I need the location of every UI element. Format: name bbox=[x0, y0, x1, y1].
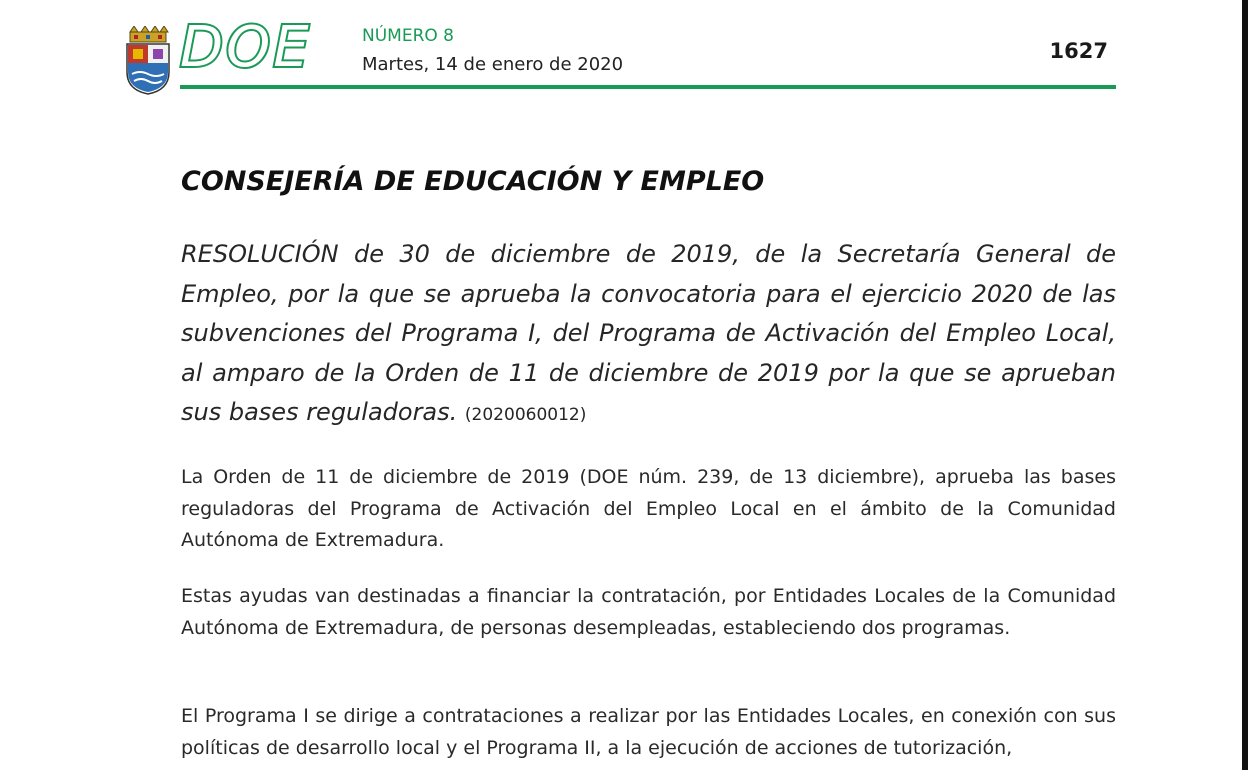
issue-number: NÚMERO 8 bbox=[362, 26, 454, 46]
resolution-title-text: RESOLUCIÓN de 30 de diciembre de 2019, de la Secretaría General de Empleo, por la que se aprueba la convocatoria para el ejercicio 2020 de las subvenciones del Programa I, del Programa de Activación del Empleo Local, al amparo de la Orden de 11 de diciembre de 2019 por la que se aprueban sus bases reguladoras. bbox=[181, 240, 1116, 426]
coat-of-arms-icon bbox=[124, 26, 172, 96]
resolution-reference: (2020060012) bbox=[464, 405, 587, 425]
resolution-title bbox=[181, 235, 1116, 436]
body-paragraph: La Orden de 11 de diciembre de 2019 (DOE núm. 239, de 13 diciembre), aprueba las bases reguladoras del Programa de Activación del Empleo Local en el ámbito de la Comunidad Autónoma de Extremadura. bbox=[181, 466, 1116, 551]
department-heading: CONSEJERÍA DE EDUCACIÓN Y EMPLEO bbox=[181, 166, 765, 197]
doe-logo: DOE bbox=[180, 15, 312, 80]
window-edge bbox=[1242, 0, 1248, 770]
header-divider bbox=[180, 85, 1116, 89]
body-paragraph: El Programa I se dirige a contrataciones a realizar por las Entidades Locales, en conexión con sus políticas de desarrollo local y el Programa II, a la ejecución de acciones de tutorización, bbox=[181, 705, 1116, 759]
page-number: 1627 bbox=[1049, 39, 1108, 63]
issue-date: Martes, 14 de enero de 2020 bbox=[362, 54, 624, 75]
body-paragraph: Estas ayudas van destinadas a financiar la contratación, por Entidades Locales de la Comunidad Autónoma de Extremadura, de personas desempleadas, estableciendo dos programas. bbox=[181, 585, 1116, 639]
